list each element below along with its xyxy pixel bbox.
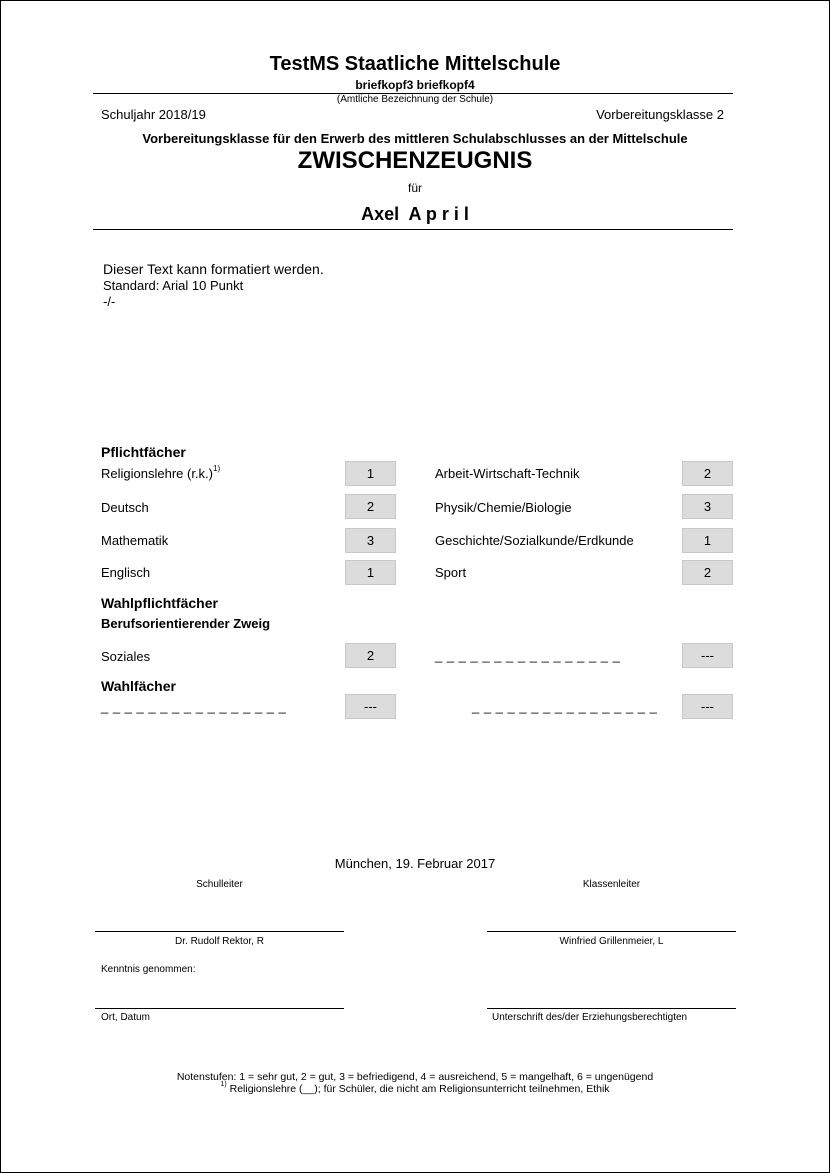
grade-box: 3 — [345, 528, 396, 553]
signature-line — [487, 931, 736, 932]
subtitle: Vorbereitungsklasse für den Erwerb des mittleren Schulabschlusses an der Mittelschule — [142, 131, 688, 146]
footnote: $^{1)}$ Religionslehre (__); für Schüler, die nicht am Religionsunterricht teilnehmen, Ethik — [220, 1081, 610, 1095]
grade-box: 2 — [682, 461, 733, 486]
official-note: (Amtliche Bezeichnung der Schule) — [336, 94, 494, 105]
class-teacher-role: Klassenleiter — [582, 879, 641, 890]
fuer-label: für — [407, 181, 422, 195]
acknowledged-label: Kenntnis genommen: — [101, 964, 196, 975]
grading-scale: Notenstufen: 1 = sehr gut, 2 = gut, 3 = befriedigend, 4 = ausreichend, 5 = mangelhaft, 6 = ungenügend — [176, 1071, 654, 1083]
subject-label: Geschichte/Sozialkunde/Erdkunde — [435, 533, 634, 548]
guardian-signature-label: Unterschrift des/der Erziehungsberechtigten — [492, 1012, 688, 1023]
subject-label: Deutsch — [101, 500, 149, 515]
empty-subject-line: _ _ _ _ _ _ _ _ _ _ _ _ _ _ _ _ — [101, 699, 287, 714]
subject-label: Mathematik — [101, 533, 169, 548]
section-wahlpflicht: Wahlpflichtfächer — [101, 595, 218, 611]
grade-box: 2 — [345, 494, 396, 519]
school-year: Schuljahr 2018/19 — [101, 107, 206, 122]
student-name: Axel A p r i l — [361, 204, 469, 224]
principal-role: Schulleiter — [196, 879, 243, 890]
grade-box: 1 — [345, 461, 396, 486]
name-divider — [93, 229, 733, 230]
empty-subject-line: _ _ _ _ _ _ _ _ _ _ _ _ _ _ _ _ — [472, 699, 658, 714]
grade-box: 1 — [682, 528, 733, 553]
document-title: ZWISCHENZEUGNIS — [297, 147, 533, 174]
school-name: TestMS Staatliche Mittelschule — [269, 53, 561, 75]
class-teacher-name: Winfried Grillenmeier, L — [559, 936, 664, 947]
subject-label: Religionslehre $(r.k.)^{1)}$ — [101, 464, 221, 481]
grade-box: 1 — [345, 560, 396, 585]
signature-line — [95, 931, 344, 932]
principal-name: Dr. Rudolf Rektor, R — [175, 936, 264, 947]
remarks-line-1: Dieser Text kann formatiert werden. — [103, 261, 324, 277]
grade-box: --- — [345, 694, 396, 719]
subject-label: Soziales — [101, 649, 151, 664]
signature-line — [95, 1008, 344, 1009]
letterhead: briefkopf3 briefkopf4 — [355, 78, 475, 92]
place-date: München, 19. Februar 2017 — [334, 856, 496, 871]
grade-box: 3 — [682, 494, 733, 519]
subject-label: Physik/Chemie/Biologie — [435, 500, 572, 515]
section-pflicht: Pflichtfächer — [101, 444, 186, 460]
remarks-line-3: -/- — [103, 294, 116, 309]
subject-label: Arbeit-Wirtschaft-Technik — [435, 466, 580, 481]
subject-label: Englisch — [101, 565, 151, 580]
subject-label: Sport — [435, 565, 467, 580]
grade-box: 2 — [345, 643, 396, 668]
grade-box: 2 — [682, 560, 733, 585]
class-name: Vorbereitungsklasse 2 — [596, 107, 724, 122]
grade-box: --- — [682, 643, 733, 668]
section-wahl: Wahlfächer — [101, 678, 176, 694]
signature-line — [487, 1008, 736, 1009]
empty-subject-line: _ _ _ _ _ _ _ _ _ _ _ _ _ _ _ _ — [435, 648, 621, 663]
grade-box: --- — [682, 694, 733, 719]
section-subheading: Berufsorientierender Zweig — [101, 616, 271, 631]
place-date-label: Ort, Datum — [101, 1012, 150, 1023]
remarks-line-2: Standard: Arial 10 Punkt — [103, 278, 244, 293]
